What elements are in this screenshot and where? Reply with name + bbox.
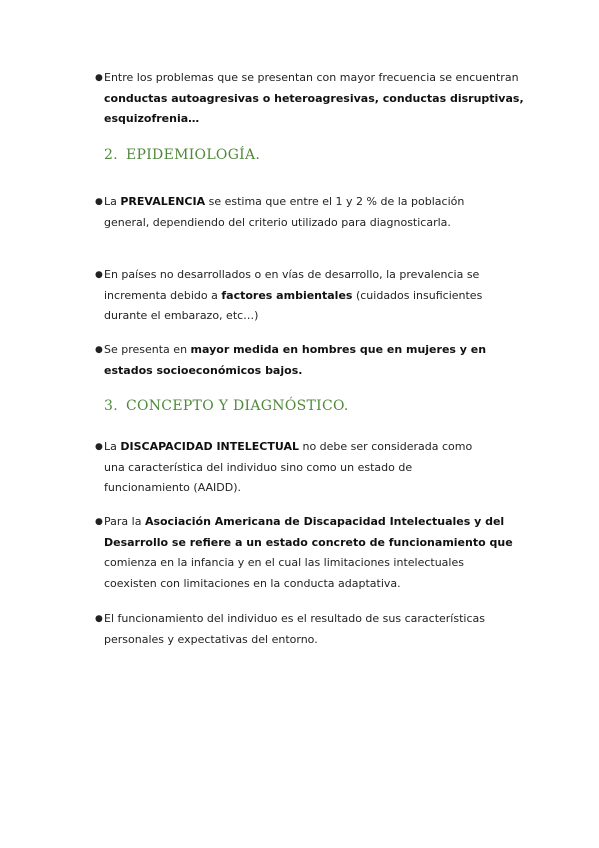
text-line: personales y expectativas del entorno. [104,632,318,646]
bold-text: estados socioeconómicos bajos. [104,363,303,377]
text-span: Para la [104,515,145,528]
bold-text: factores ambientales [221,288,353,302]
heading-text: EPIDEMIOLOGÍA. [125,147,261,163]
list-item [95,340,524,381]
text-span: La [104,440,121,453]
text-span: incrementa debido a [104,288,222,302]
heading-text: CONCEPTO Y DIAGNÓSTICO. [125,398,349,414]
bullet-icon: ● [95,442,103,452]
text-line: El funcionamiento del individuo es el resultado de sus características [104,612,485,625]
bold-text: mayor medida en hombres que en mujeres y en [190,343,487,356]
bold-text: DISCAPACIDAD INTELECTUAL [120,440,299,453]
bullet-icon: ● [95,197,103,207]
text-line: Entre los problemas que se presentan con mayor frecuencia se encuentran [104,71,519,84]
text-line: una característica del individuo sino como un estado de [104,460,413,474]
text-line: comienza en la infancia y en el cual las limitaciones intelectuales [104,556,464,569]
section-heading [104,147,260,163]
bold-text: Asociación Americana de Discapacidad Intelectuales y del [144,515,505,528]
text-span: se estima que entre el 1 y 2 % de la población [205,195,465,208]
bullet-icon: ● [95,614,103,624]
heading-number: 3. [104,398,118,414]
bullet-icon: ● [95,73,103,83]
text-span: Se presenta en [104,343,191,356]
bullet-icon: ● [95,517,103,527]
text-line: funcionamiento (AAIDD). [104,481,242,494]
bold-text: PREVALENCIA [120,195,206,208]
list-item [95,265,524,327]
list-item [95,437,524,499]
text-span: (cuidados insuficientes [352,288,483,302]
heading-number: 2. [104,147,118,163]
text-line: coexisten con limitaciones en la conducta adaptativa. [104,576,401,590]
text-line: En países no desarrollados o en vías de desarrollo, la prevalencia se [104,268,480,281]
bold-text: esquizofrenia… [104,112,200,125]
list-item [95,512,524,594]
bold-text: conductas autoagresivas o heteroagresivas, conductas disruptivas, [104,91,524,105]
bullet-icon: ● [95,345,103,355]
text-span: La [104,195,121,208]
section-heading [104,398,349,414]
bold-text: Desarrollo se refiere a un estado concreto de funcionamiento que [104,535,513,549]
text-span: no debe ser considerada como [298,440,473,453]
bullet-icon: ● [95,270,103,280]
text-line: general, dependiendo del criterio utilizado para diagnosticarla. [104,215,451,229]
list-item [95,68,524,130]
list-item [95,192,524,233]
list-item [95,609,524,650]
text-line: durante el embarazo, etc…) [104,309,259,322]
